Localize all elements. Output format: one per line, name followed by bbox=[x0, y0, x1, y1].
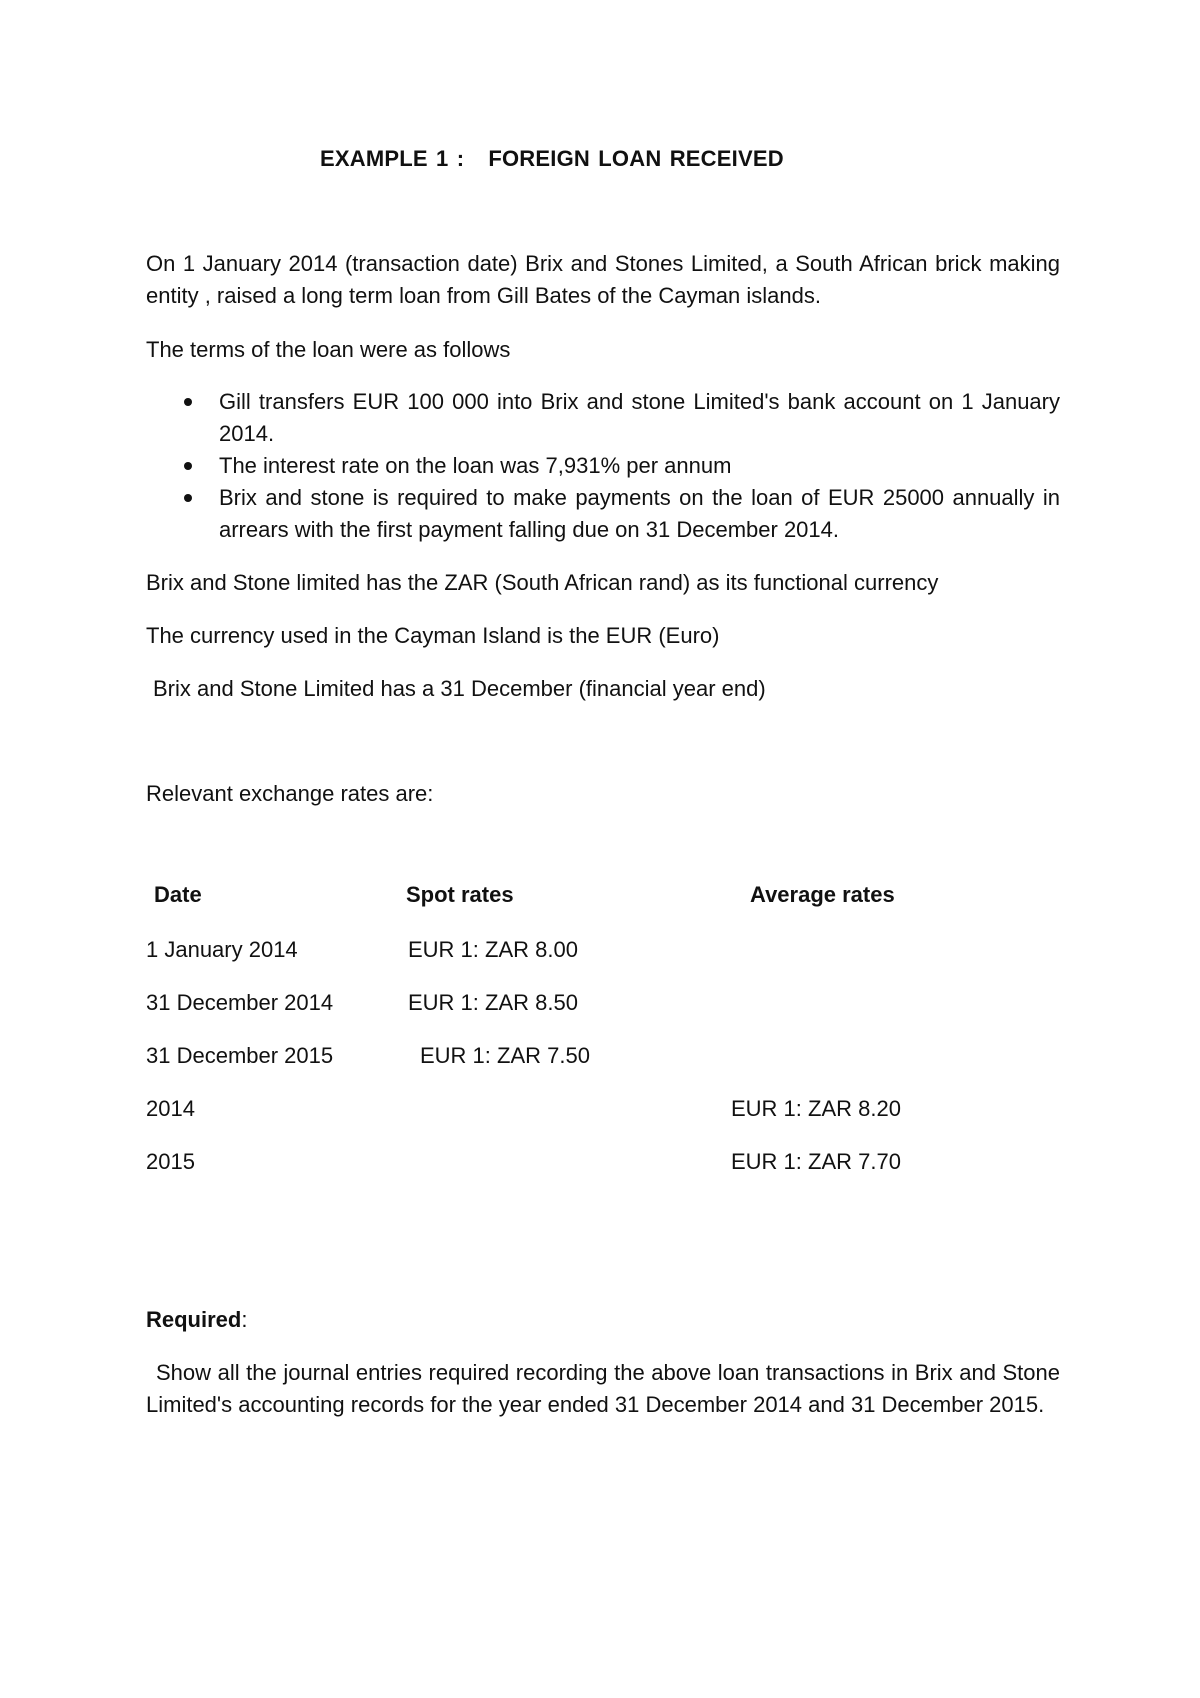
bullet-icon bbox=[184, 398, 192, 406]
list-item: Brix and stone is required to make payments on the loan of EUR 25000 annually in arrears with the first payment falling due on 31 December 2014. bbox=[146, 482, 1060, 546]
intro-paragraph: On 1 January 2014 (transaction date) Brix and Stones Limited, a South African brick making entity , raised a long term loan from Gill Bates of the Cayman islands. bbox=[146, 251, 1060, 308]
table-cell-date: 31 December 2014 bbox=[146, 990, 334, 1015]
required-heading bbox=[146, 1304, 247, 1336]
year-end-paragraph: Brix and Stone Limited has a 31 December (financial year end) bbox=[153, 676, 766, 701]
table-header-spot: Spot rates bbox=[406, 882, 514, 907]
table-cell-date: 1 January 2014 bbox=[146, 937, 298, 962]
title-label: EXAMPLE 1 : bbox=[320, 146, 465, 171]
table-cell-average: EUR 1: ZAR 7.70 bbox=[731, 1149, 901, 1174]
required-label: Required bbox=[146, 1307, 242, 1332]
list-item: The interest rate on the loan was 7,931% per annum bbox=[146, 450, 1060, 482]
bullet-icon bbox=[184, 462, 192, 470]
table-header-date: Date bbox=[154, 882, 202, 907]
table-header-average: Average rates bbox=[750, 882, 895, 907]
bullet-icon bbox=[184, 494, 192, 502]
table-cell-date: 2015 bbox=[146, 1149, 195, 1174]
table-cell-spot: EUR 1: ZAR 7.50 bbox=[420, 1043, 590, 1068]
list-item: Gill transfers EUR 100 000 into Brix and stone Limited's bank account on 1 January 2014. bbox=[146, 386, 1060, 450]
page-title bbox=[320, 146, 784, 172]
required-text: Show all the journal entries required recording the above loan transactions in Brix and Stone Limited's accounting records for the year ended 31 December 2014 and 31 December 2015. bbox=[146, 1360, 1060, 1417]
terms-heading: The terms of the loan were as follows bbox=[146, 337, 511, 362]
title-text: FOREIGN LOAN RECEIVED bbox=[488, 146, 784, 171]
table-cell-spot: EUR 1: ZAR 8.00 bbox=[408, 937, 578, 962]
table-cell-average: EUR 1: ZAR 8.20 bbox=[731, 1096, 901, 1121]
required-colon: : bbox=[241, 1307, 248, 1332]
table-cell-date: 31 December 2015 bbox=[146, 1043, 334, 1068]
cayman-currency-paragraph: The currency used in the Cayman Island is the EUR (Euro) bbox=[146, 623, 720, 648]
rates-heading: Relevant exchange rates are: bbox=[146, 781, 434, 806]
table-cell-date: 2014 bbox=[146, 1096, 195, 1121]
terms-list bbox=[146, 386, 1060, 546]
functional-currency-paragraph: Brix and Stone limited has the ZAR (South African rand) as its functional currency bbox=[146, 570, 939, 595]
table-cell-spot: EUR 1: ZAR 8.50 bbox=[408, 990, 578, 1015]
